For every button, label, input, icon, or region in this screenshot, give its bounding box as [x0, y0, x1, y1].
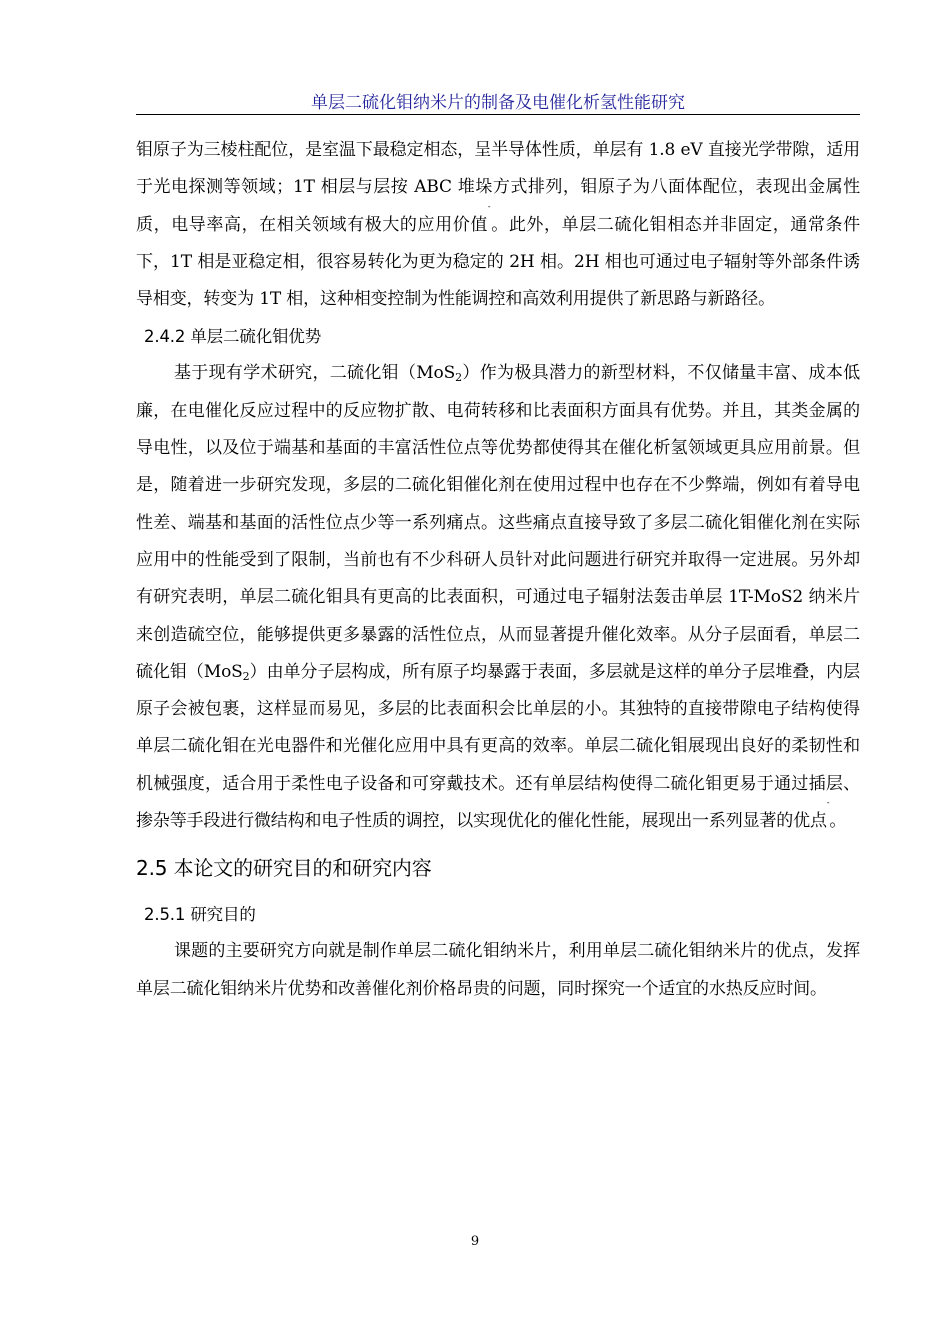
section-heading-2-5: 2.5 本论文的研究目的和研究内容: [136, 856, 432, 881]
citation-mark: -: [826, 798, 830, 808]
header-rule: [136, 114, 860, 115]
paragraph-text: 钼原子为三棱柱配位，是室温下最稳定相态，呈半导体性质，单层有 1.8 eV 直接光学带隙，适用于光电探测等领域；1T 相层与层按 ABC 堆垛方式排列，钼原子为八面体配位，表现出金属性质，电导率高，在相关领域有极大的应用价值: [136, 140, 860, 235]
body-text: [136, 132, 860, 1008]
section-heading-2-5-1: 2.5.1 研究目的: [144, 905, 256, 925]
subscript: 2: [242, 669, 250, 683]
paragraph-text: ）由单分子层构成，所有原子均暴露于表面，多层就是这样的单分子层堆叠，内层原子会被包裹，这样显而易见，多层的比表面积会比单层的小。其独特的直接带隙电子结构使得单层二硫化钼在光电器件和光催化应用中具有更高的效率。单层二硫化钼展现出良好的柔韧性和机械强度，适合用于柔性电子设备和可穿戴技术。还有单层结构使得二硫化钼更易于通过插层、掺杂等手段进行微结构和电子性质的调控，以实现优化的催化性能，展现出一系列显著的优点: [136, 661, 860, 832]
section-heading-2-4-2: 2.4.2 单层二硫化钼优势: [144, 327, 322, 347]
paragraph-text: 。此外，单层二硫化钼相态并非固定，通常条件下，1T 相是亚稳定相，很容易转化为更为稳定的 2H 相。2H 相也可通过电子辐射等外部条件诱导相变，转变为 1T 相，这种相变控制为性能调控和高效利用提供了新思路与新路径。: [136, 214, 860, 310]
paragraph-advantages: [136, 355, 860, 840]
paragraph-research-purpose: 课题的主要研究方向就是制作单层二硫化钼纳米片，利用单层二硫化钼纳米片的优点，发挥单层二硫化钼纳米片优势和改善催化剂价格昂贵的问题，同时探究一个适宜的水热反应时间。: [136, 941, 860, 999]
citation-mark: -: [487, 201, 491, 211]
page-number: 9: [470, 1234, 480, 1249]
paragraph-text: 。: [829, 811, 847, 832]
subscript: 2: [455, 371, 462, 385]
paragraph-phase-structure: [136, 132, 860, 318]
running-header: 单层二硫化钼纳米片的制备及电催化析氢性能研究: [311, 93, 685, 113]
paragraph-text: 基于现有学术研究，二硫化钼（MoS: [174, 363, 456, 384]
paragraph-text: ）作为极具潜力的新型材料，不仅储量丰富、成本低廉，在电催化反应过程中的反应物扩散、电荷转移和比表面积方面具有优势。并且，其类金属的导电性，以及位于端基和基面的丰富活性位点等优势都使得其在催化析氢领域更具应用前景。但是，随着进一步研究发现，多层的二硫化钼催化剂在使用过程中也存在不少弊端，例如有着导电性差、端基和基面的活性位点少等一系列痛点。这些痛点直接导致了多层二硫化钼催化剂在实际应用中的性能受到了限制，当前也有不少科研人员针对此问题进行研究并取得一定进展。另外却有研究表明，单层二硫化钼具有更高的比表面积，可通过电子辐射法轰击单层 1T-MoS2 纳米片来创造硫空位，能够提供更多暴露的活性位点，从而显著提升催化效率。从分子层面看，单层二硫化钼（MoS: [136, 363, 860, 682]
